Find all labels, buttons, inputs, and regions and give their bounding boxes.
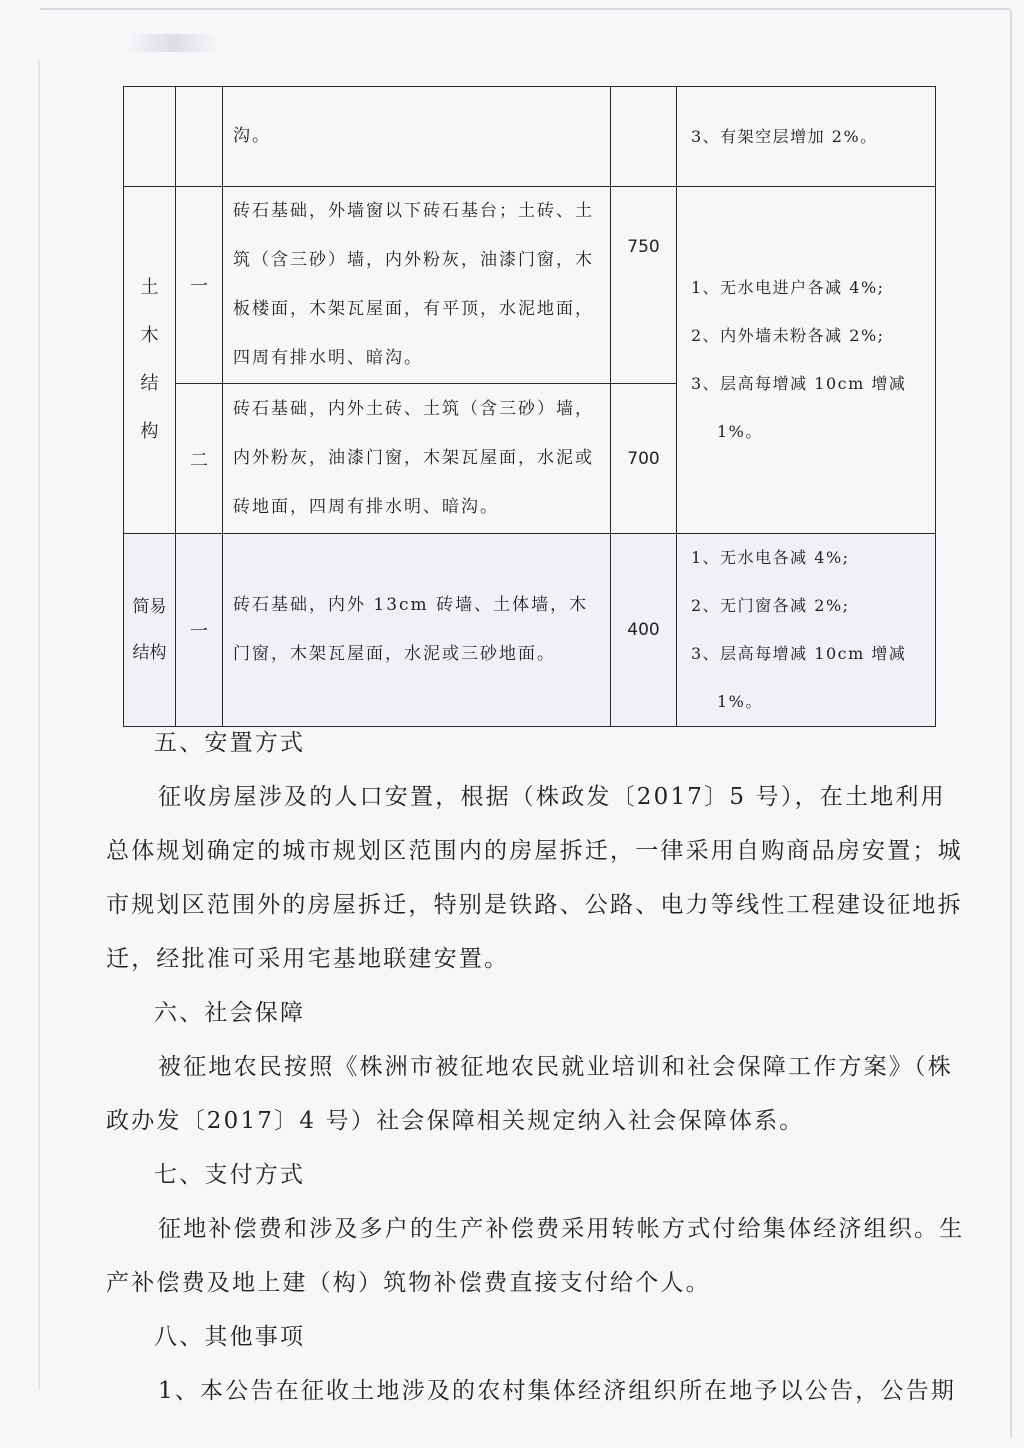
structure-type-cell <box>124 187 176 534</box>
scan-border-right <box>1010 10 1012 1438</box>
grade-cell <box>176 384 223 534</box>
price-cell <box>611 534 677 727</box>
grade-cell <box>176 534 223 727</box>
adjustment-cell <box>677 87 936 187</box>
grade-cell <box>176 187 223 384</box>
price-cell <box>611 87 677 187</box>
description-cell <box>223 534 611 727</box>
table-row <box>124 534 936 727</box>
price-text: 700 <box>627 448 660 469</box>
adjustment-cell <box>677 187 936 534</box>
description-cell <box>223 187 611 384</box>
section-body-resettlement: 征收房屋涉及的人口安置，根据（株政发〔2017〕5 号），在土地利用总体规划确定的城市规划区范围内的房屋拆迁，一律采用自购商品房安置；城市规划区范围外的房屋拆迁，特别是铁路、公路、电力等线性工程建设征地拆迁，经批准可采用宅基地联建安置。 <box>106 784 963 972</box>
section-heading-payment: 七、支付方式 <box>154 1162 306 1188</box>
section-heading-other: 八、其他事项 <box>154 1324 306 1350</box>
document-body <box>106 716 970 1418</box>
structure-type-label: 土 木 结 构 <box>140 277 159 442</box>
adjustment-item: 1、无水电进户各减 4%; <box>691 278 885 297</box>
adjustment-item: 3、层高每增减 10cm 增减 <box>691 374 907 393</box>
grade-text: 一 <box>190 621 208 642</box>
price-cell <box>611 384 677 534</box>
section-heading-social-security: 六、社会保障 <box>154 1000 306 1026</box>
price-text: 400 <box>627 620 660 640</box>
adjustment-item: 1%。 <box>717 692 763 711</box>
scan-smudge <box>128 34 218 52</box>
description-cell <box>223 384 611 534</box>
adjustment-item: 3、有架空层增加 2%。 <box>691 126 878 146</box>
scan-border-left <box>38 60 40 1390</box>
house-compensation-standard-table <box>123 86 936 727</box>
description-text: 砖石基础，内外 13cm 砖墙、土体墙，木门窗，木架瓦屋面，水泥或三砂地面。 <box>233 595 589 664</box>
grade-text: 二 <box>190 449 208 471</box>
section-item-announcement: 1、本公告在征收土地涉及的农村集体经济组织所在地予以公告，公告期 <box>158 1378 957 1404</box>
adjustment-cell <box>677 534 936 727</box>
adjustment-item: 2、无门窗各减 2%; <box>691 596 850 615</box>
grade-cell <box>176 87 223 187</box>
price-cell <box>611 187 677 384</box>
structure-type-cell <box>124 87 176 187</box>
section-body-social-security: 被征地农民按照《株洲市被征地农民就业培训和社会保障工作方案》（株政办发〔2017〕4 号）社会保障相关规定纳入社会保障体系。 <box>106 1054 953 1134</box>
grade-text: 一 <box>190 276 208 297</box>
price-text: 750 <box>627 237 660 257</box>
description-text: 砖石基础，内外土砖、土筑（含三砂）墙，内外粉灰，油漆门窗，木架瓦屋面，水泥或砖地面，四周有排水明、暗沟。 <box>233 399 594 517</box>
description-text: 沟。 <box>233 126 271 146</box>
section-heading-resettlement: 五、安置方式 <box>154 730 306 756</box>
adjustment-item: 2、内外墙未粉各减 2%; <box>691 326 885 345</box>
adjustment-item: 3、层高每增减 10cm 增减 <box>691 644 907 663</box>
table-row <box>124 187 936 384</box>
adjustment-item: 1%。 <box>717 422 763 441</box>
scan-border-top <box>40 8 1010 20</box>
table-row <box>124 87 936 187</box>
description-text: 砖石基础，外墙窗以下砖石基台；土砖、土筑（含三砂）墙，内外粉灰，油漆门窗，木板楼面，木架瓦屋面，有平顶，水泥地面，四周有排水明、暗沟。 <box>233 201 594 368</box>
description-cell <box>223 87 611 187</box>
section-body-payment: 征地补偿费和涉及多户的生产补偿费采用转帐方式付给集体经济组织。生产补偿费及地上建（构）筑物补偿费直接支付给个人。 <box>106 1216 965 1296</box>
structure-type-label: 简易 结构 <box>132 597 167 663</box>
adjustment-item: 1、无水电各减 4%; <box>691 548 850 567</box>
structure-type-cell <box>124 534 176 727</box>
